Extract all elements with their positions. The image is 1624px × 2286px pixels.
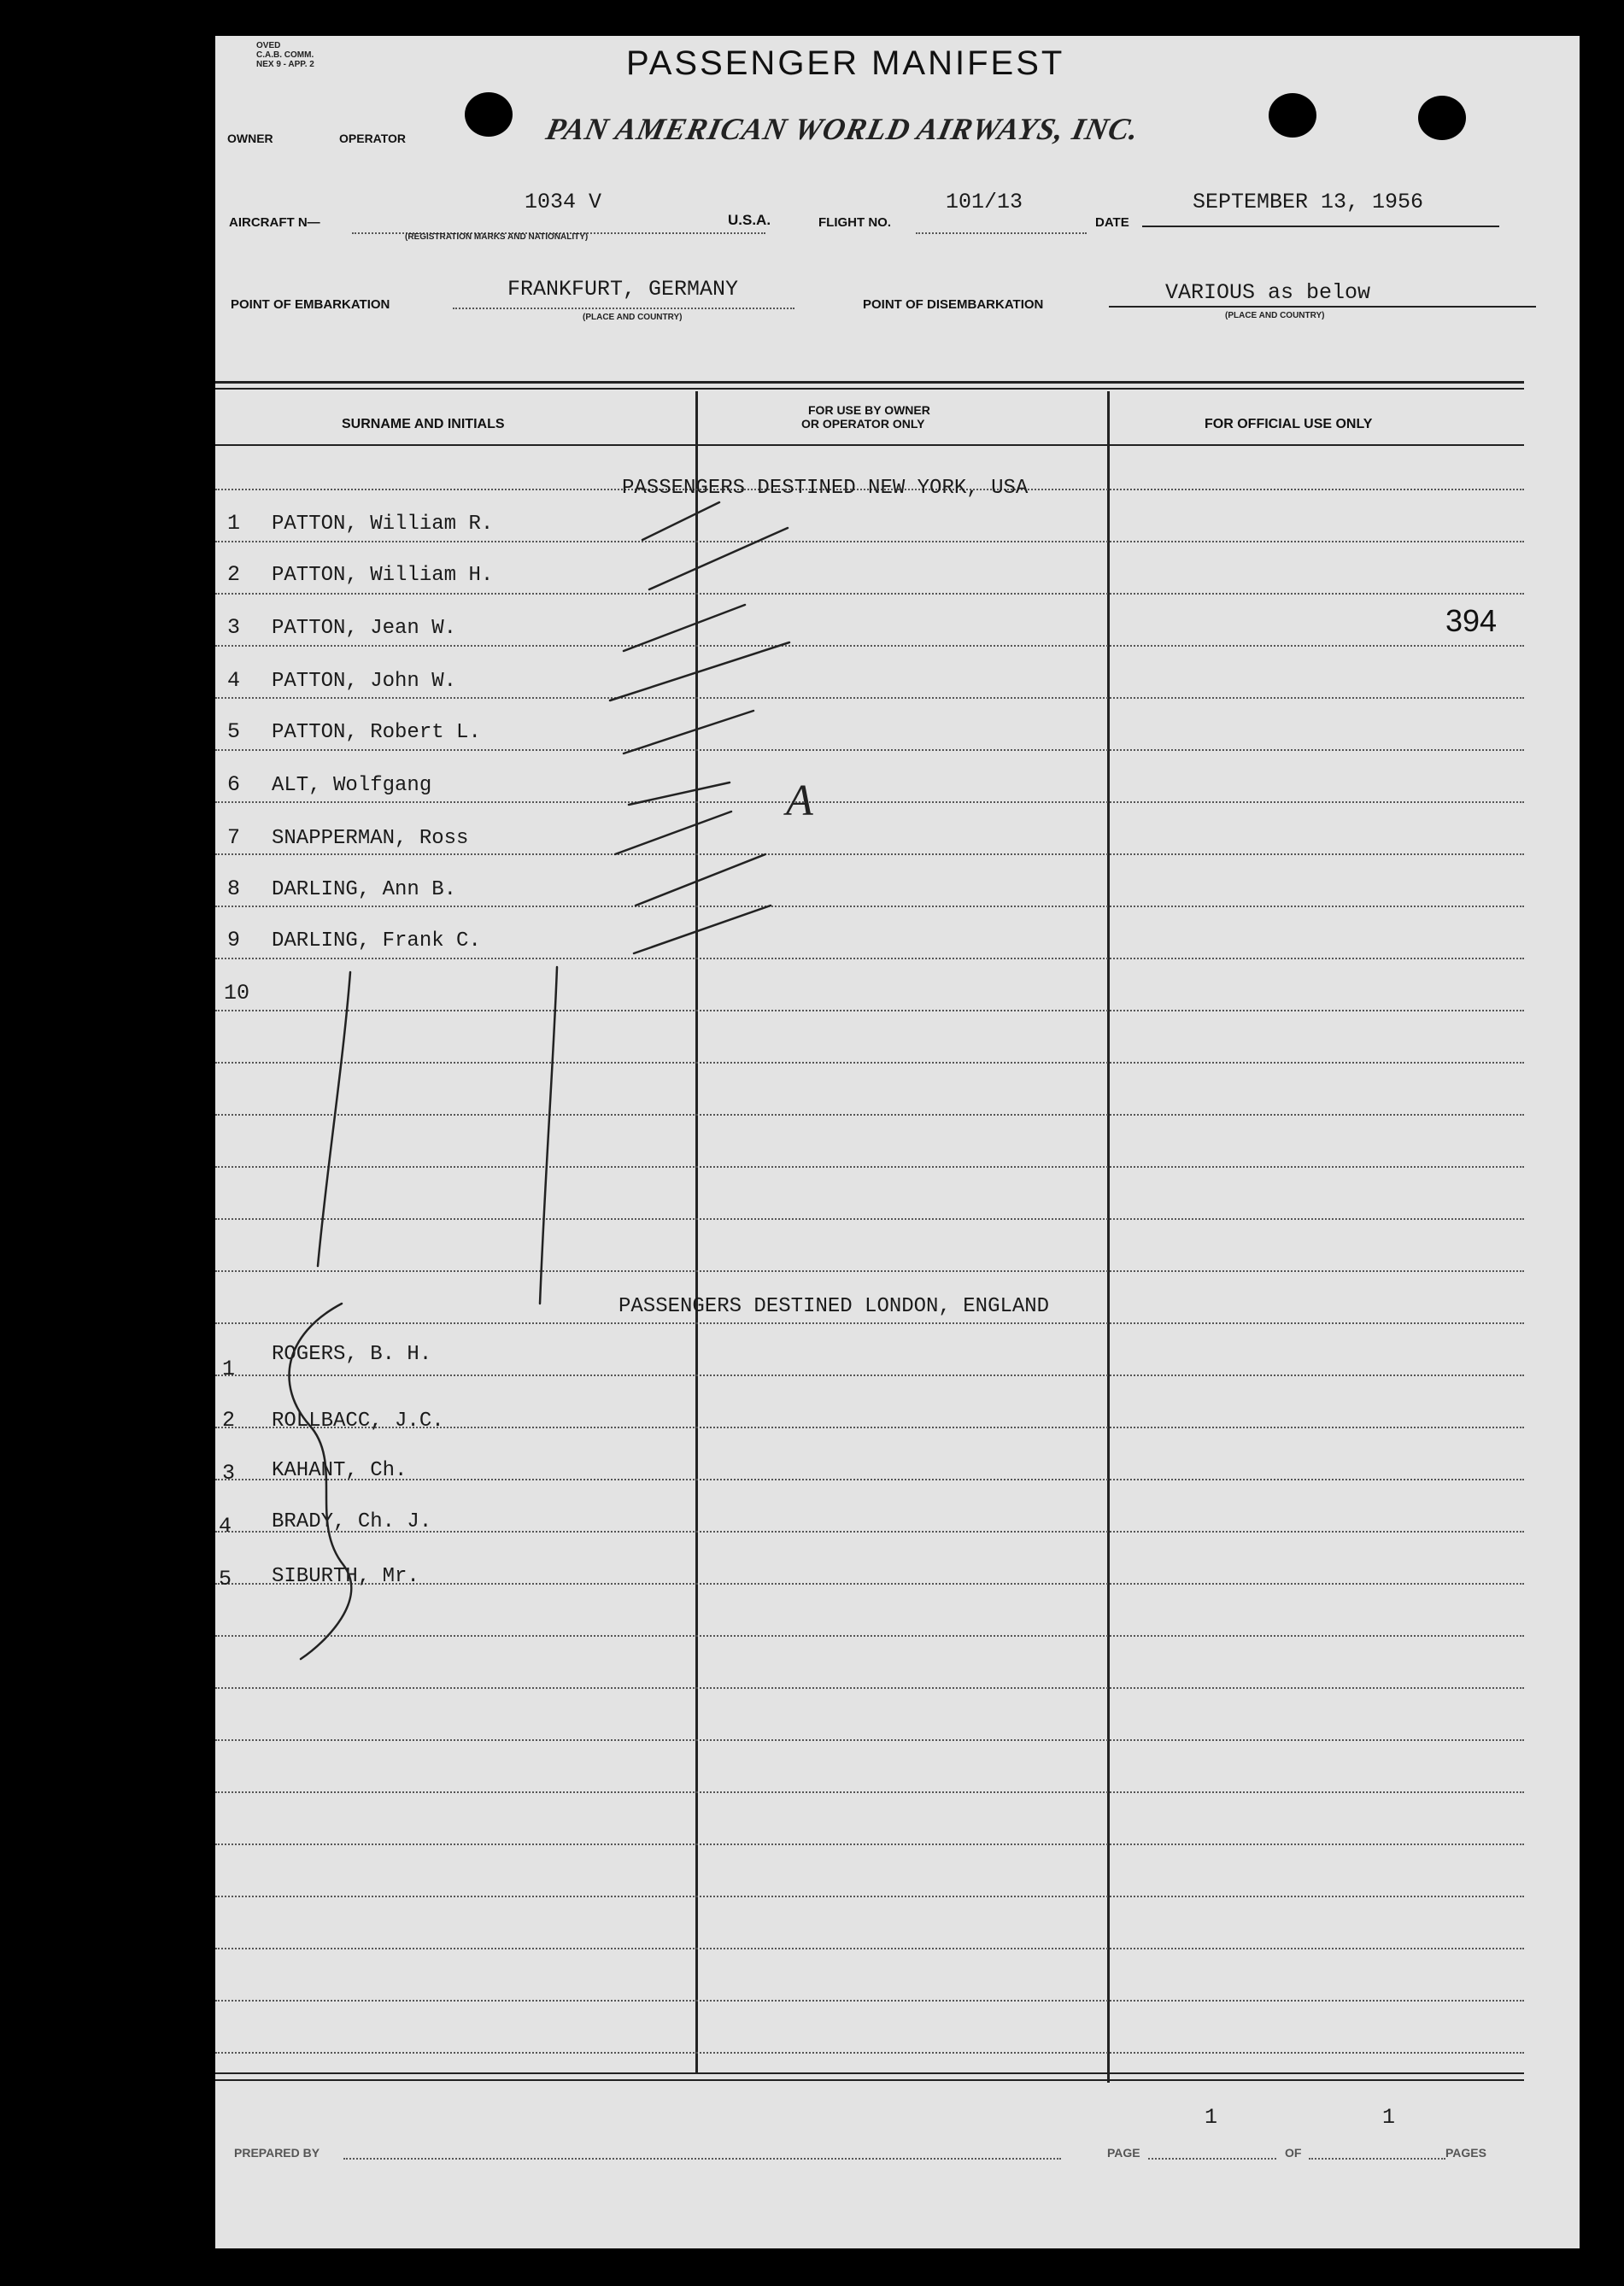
- row-rule: [215, 541, 1524, 542]
- owner-mark: A: [786, 777, 813, 825]
- passenger-name: ROLLBACC, J.C.: [272, 1410, 444, 1433]
- tick-mark: [624, 605, 745, 651]
- prepared-by-label: PREPARED BY: [234, 2146, 320, 2160]
- bracket-line: [540, 967, 557, 1304]
- row-rule: [215, 1322, 1524, 1324]
- pages-label: PAGES: [1445, 2146, 1486, 2160]
- row-rule: [215, 593, 1524, 595]
- row-rule: [215, 853, 1524, 855]
- passenger-name: PATTON, Jean W.: [272, 617, 457, 640]
- passenger-name: PATTON, John W.: [272, 670, 457, 693]
- tick-mark: [634, 906, 771, 953]
- passenger-name: ALT, Wolfgang: [272, 774, 432, 797]
- row-number: 1: [222, 1357, 236, 1381]
- embarkation-label: POINT OF EMBARKATION: [231, 297, 390, 312]
- passenger-name: BRADY, Ch. J.: [272, 1510, 432, 1533]
- registration-caption: (REGISTRATION MARKS AND NATIONALITY): [405, 232, 589, 242]
- row-number: 6: [227, 772, 241, 797]
- aircraft-label: AIRCRAFT N—: [229, 215, 320, 230]
- passenger-name: SIBURTH, Mr.: [272, 1565, 419, 1588]
- col-divider-1: [695, 391, 698, 2074]
- manifest-title: PASSENGER MANIFEST: [626, 44, 1065, 82]
- punch-hole: [1418, 96, 1466, 140]
- row-number: 5: [227, 719, 241, 744]
- row-rule: [215, 2052, 1524, 2054]
- row-rule: [215, 1062, 1524, 1064]
- disembarkation-caption: (PLACE AND COUNTRY): [1225, 311, 1325, 320]
- row-number: 10: [224, 981, 250, 1005]
- row-rule: [215, 1270, 1524, 1272]
- manifest-sheet: [215, 36, 1580, 2248]
- row-rule: [215, 2000, 1524, 2002]
- row-rule: [215, 1375, 1524, 1376]
- bracket-line: [318, 972, 350, 1266]
- row-rule: [215, 1843, 1524, 1845]
- owner-label: OWNER: [227, 132, 273, 145]
- row-number: 5: [219, 1567, 232, 1591]
- pages-rule: [1309, 2158, 1445, 2160]
- row-rule: [215, 1166, 1524, 1168]
- row-rule: [215, 1635, 1524, 1637]
- passenger-name: SNAPPERMAN, Ross: [272, 827, 469, 850]
- row-number: 4: [219, 1514, 232, 1539]
- row-number: 8: [227, 876, 241, 901]
- page-number: 1: [1205, 2105, 1218, 2130]
- tick-mark: [624, 711, 753, 753]
- row-rule: [215, 645, 1524, 647]
- row-rule: [215, 801, 1524, 803]
- of-label: OF: [1285, 2146, 1302, 2160]
- row-rule: [215, 1791, 1524, 1793]
- row-number: 4: [227, 668, 241, 693]
- tick-mark: [615, 812, 731, 854]
- punch-hole: [123, 87, 171, 132]
- row-number: 9: [227, 928, 241, 952]
- row-rule: [215, 958, 1524, 959]
- tick-mark: [636, 854, 765, 906]
- flight-rule: [916, 232, 1087, 234]
- row-number: 1: [227, 511, 241, 536]
- passenger-name: DARLING, Ann B.: [272, 878, 457, 901]
- date-label: DATE: [1095, 215, 1129, 230]
- row-rule: [215, 1218, 1524, 1220]
- aircraft-value: 1034 V: [525, 190, 602, 214]
- disembarkation-value: VARIOUS as below: [1165, 280, 1371, 305]
- row-number: 2: [222, 1408, 236, 1433]
- airline-name: PAN AMERICAN WORLD AIRWAYS, INC.: [542, 112, 1143, 146]
- row-rule: [215, 906, 1524, 907]
- passenger-name: PATTON, William R.: [272, 513, 494, 536]
- embarkation-rule: [453, 308, 794, 309]
- disembarkation-label: POINT OF DISEMBARKATION: [863, 297, 1044, 312]
- row-number: 7: [227, 825, 241, 850]
- row-number: 3: [227, 615, 241, 640]
- row-rule: [215, 1010, 1524, 1011]
- passenger-name: KAHANT, Ch.: [272, 1459, 407, 1482]
- pages-number: 1: [1382, 2105, 1396, 2130]
- date-rule: [1142, 226, 1499, 227]
- row-number: 2: [227, 562, 241, 587]
- row-rule: [215, 1739, 1524, 1741]
- row-rule: [215, 749, 1524, 751]
- header-bottom-rule: [215, 444, 1524, 446]
- tick-mark: [610, 642, 789, 700]
- passenger-name: PATTON, William H.: [272, 564, 494, 587]
- passenger-name: DARLING, Frank C.: [272, 929, 481, 952]
- table-top-rule: [215, 381, 1524, 384]
- flight-value: 101/13: [946, 190, 1023, 214]
- flight-label: FLIGHT NO.: [818, 215, 891, 230]
- punch-hole: [1269, 93, 1316, 138]
- row-rule: [215, 697, 1524, 699]
- pen-marks: [215, 36, 1580, 2248]
- col-owner-header-1: FOR USE BY OWNER: [808, 403, 930, 417]
- passenger-name: PATTON, Robert L.: [272, 721, 481, 744]
- prepared-by-rule: [343, 2158, 1061, 2160]
- date-value: SEPTEMBER 13, 1956: [1193, 190, 1424, 214]
- row-number: 3: [222, 1461, 236, 1486]
- tick-mark: [649, 528, 788, 589]
- row-rule: [215, 1948, 1524, 1949]
- row-rule: [215, 1479, 1524, 1480]
- section-heading-london: PASSENGERS DESTINED LONDON, ENGLAND: [619, 1295, 1050, 1318]
- operator-label: OPERATOR: [339, 132, 407, 145]
- col-surname-header: SURNAME AND INITIALS: [342, 417, 505, 431]
- row-rule: [215, 1114, 1524, 1116]
- table-bottom-rule-2: [215, 2079, 1524, 2081]
- row-rule: [215, 1896, 1524, 1897]
- embarkation-value: FRANKFURT, GERMANY: [507, 277, 739, 302]
- col-official-header: FOR OFFICIAL USE ONLY: [1205, 417, 1373, 431]
- punch-hole: [465, 92, 513, 137]
- col-owner-header-2: OR OPERATOR ONLY: [801, 417, 925, 431]
- table-top-rule-2: [215, 388, 1524, 390]
- table-bottom-rule: [215, 2072, 1524, 2074]
- usa-label: U.S.A.: [728, 212, 771, 228]
- page-rule: [1148, 2158, 1276, 2160]
- official-note: 394: [1445, 603, 1498, 638]
- embarkation-caption: (PLACE AND COUNTRY): [583, 313, 683, 322]
- section-heading-new-york: PASSENGERS DESTINED NEW YORK, USA: [622, 477, 1029, 500]
- passenger-name: ROGERS, B. H.: [272, 1343, 432, 1366]
- page-label: PAGE: [1107, 2146, 1140, 2160]
- row-rule: [215, 1687, 1524, 1689]
- approval-stamp: OVED C.A.B. COMM. NEX 9 - APP. 2: [256, 41, 314, 69]
- disembarkation-rule: [1109, 306, 1536, 308]
- tick-mark: [642, 502, 719, 540]
